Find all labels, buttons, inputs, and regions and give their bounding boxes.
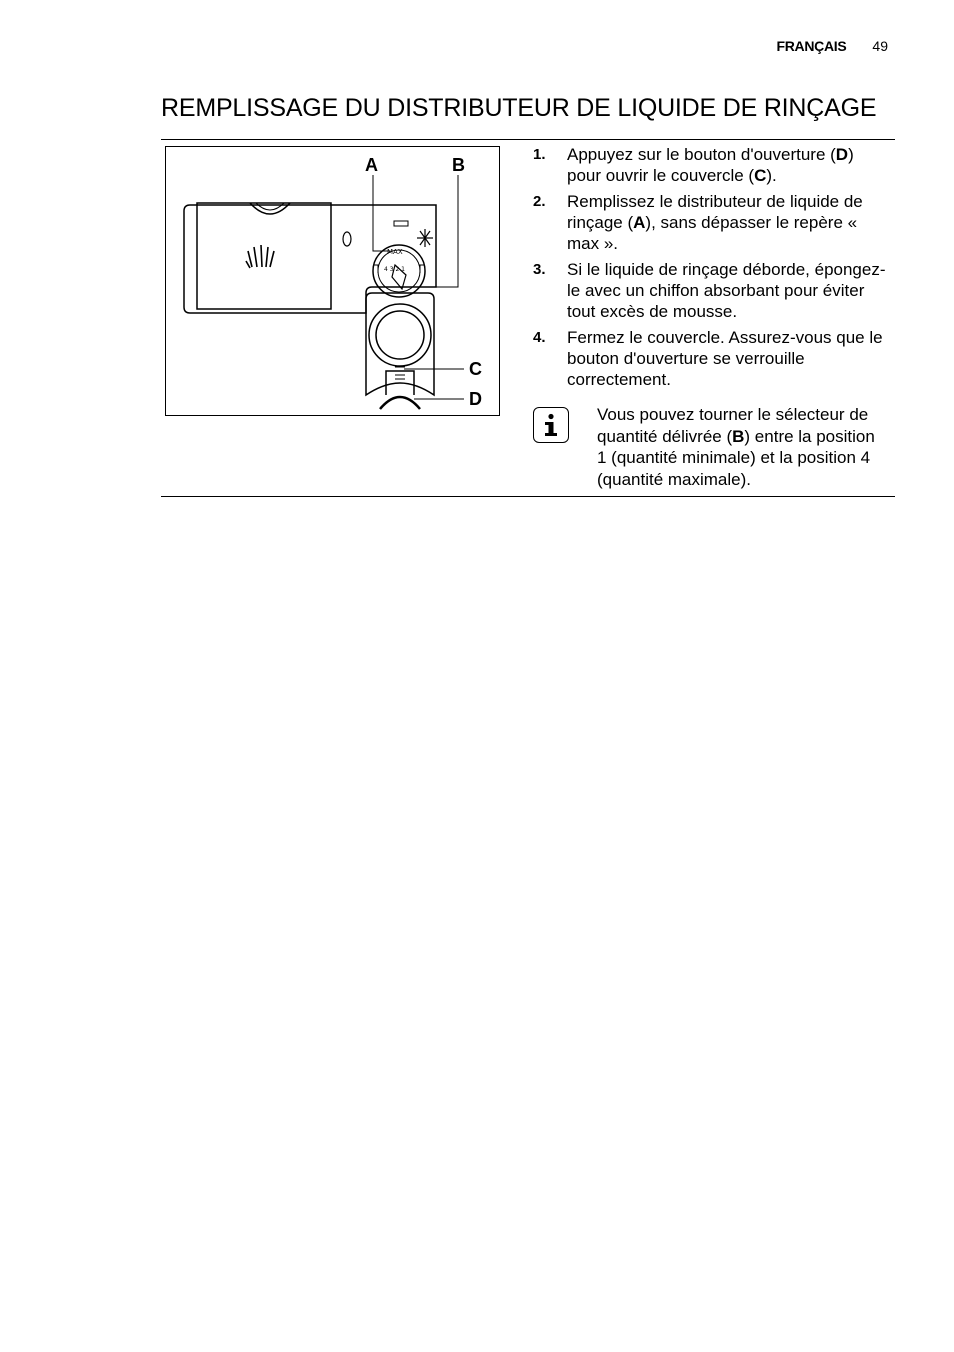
- lid-window-inner: [376, 311, 424, 359]
- step-text: ).: [766, 166, 777, 185]
- dial-max-label: MAX: [387, 248, 403, 256]
- rinse-aid-symbol: [417, 229, 433, 247]
- header-language: FRANÇAIS: [776, 38, 847, 54]
- step-text: Fermez le couvercle. Assurez-vous que le bouton d'ouverture se verrouille correctement.: [567, 328, 883, 389]
- leader-b: [408, 175, 458, 287]
- step-text: ) pour ouvrir le couvercle (: [567, 145, 854, 185]
- step-text: Appuyez sur le bouton d'ouverture (: [567, 145, 836, 164]
- bottom-divider: [161, 496, 895, 497]
- step-bold-ref: A: [633, 213, 646, 232]
- rinse-symbol: [394, 221, 408, 226]
- page-header: [776, 38, 888, 54]
- callout-d: D: [469, 389, 482, 409]
- step-item: [533, 191, 888, 254]
- step-bold-ref: D: [835, 145, 849, 164]
- dispenser-illustration: [166, 147, 501, 417]
- info-icon: [533, 407, 569, 443]
- step-number: 1.: [533, 146, 546, 163]
- lid-c: [366, 293, 434, 395]
- callout-a: A: [365, 155, 378, 175]
- dial-digits: 4 3 2 1: [384, 266, 405, 273]
- detergent-lid: [197, 203, 331, 309]
- info-text: [597, 404, 887, 490]
- step-bold-ref: C: [754, 166, 767, 185]
- detergent-icon: [246, 245, 274, 268]
- step-item: [533, 144, 888, 186]
- info-bold-ref: B: [732, 426, 745, 446]
- step-item: [533, 327, 888, 390]
- step-number: 3.: [533, 261, 546, 278]
- lid-window-outer: [369, 304, 431, 366]
- indicator-window: [343, 232, 351, 246]
- callout-c: C: [469, 359, 482, 379]
- step-number: 2.: [533, 193, 546, 210]
- callout-b: B: [452, 155, 465, 175]
- step-number: 4.: [533, 329, 546, 346]
- step-text: ), sans dépasser le repère « max ».: [567, 213, 858, 253]
- info-text-part: Vous pouvez tourner le sélecteur de quantité délivrée (: [597, 405, 869, 446]
- instruction-steps: [533, 144, 888, 395]
- top-divider: [161, 139, 895, 140]
- page-number: 49: [872, 38, 888, 54]
- leader-a: [373, 175, 390, 251]
- step-text: Remplissez le distributeur de liquide de rinçage (: [567, 192, 863, 232]
- section-title: REMPLISSAGE DU DISTRIBUTEUR DE LIQUIDE DE RINÇAGE: [161, 94, 877, 122]
- rinse-aid-dispenser-figure: [165, 146, 500, 416]
- step-text: Si le liquide de rinçage déborde, épongez-le avec un chiffon absorbant pour éviter tout excès de mousse.: [567, 260, 886, 321]
- info-text-part: ) entre la position 1 (quantité minimale) et la position 4 (quantité maximale).: [597, 426, 875, 489]
- step-item: [533, 259, 888, 322]
